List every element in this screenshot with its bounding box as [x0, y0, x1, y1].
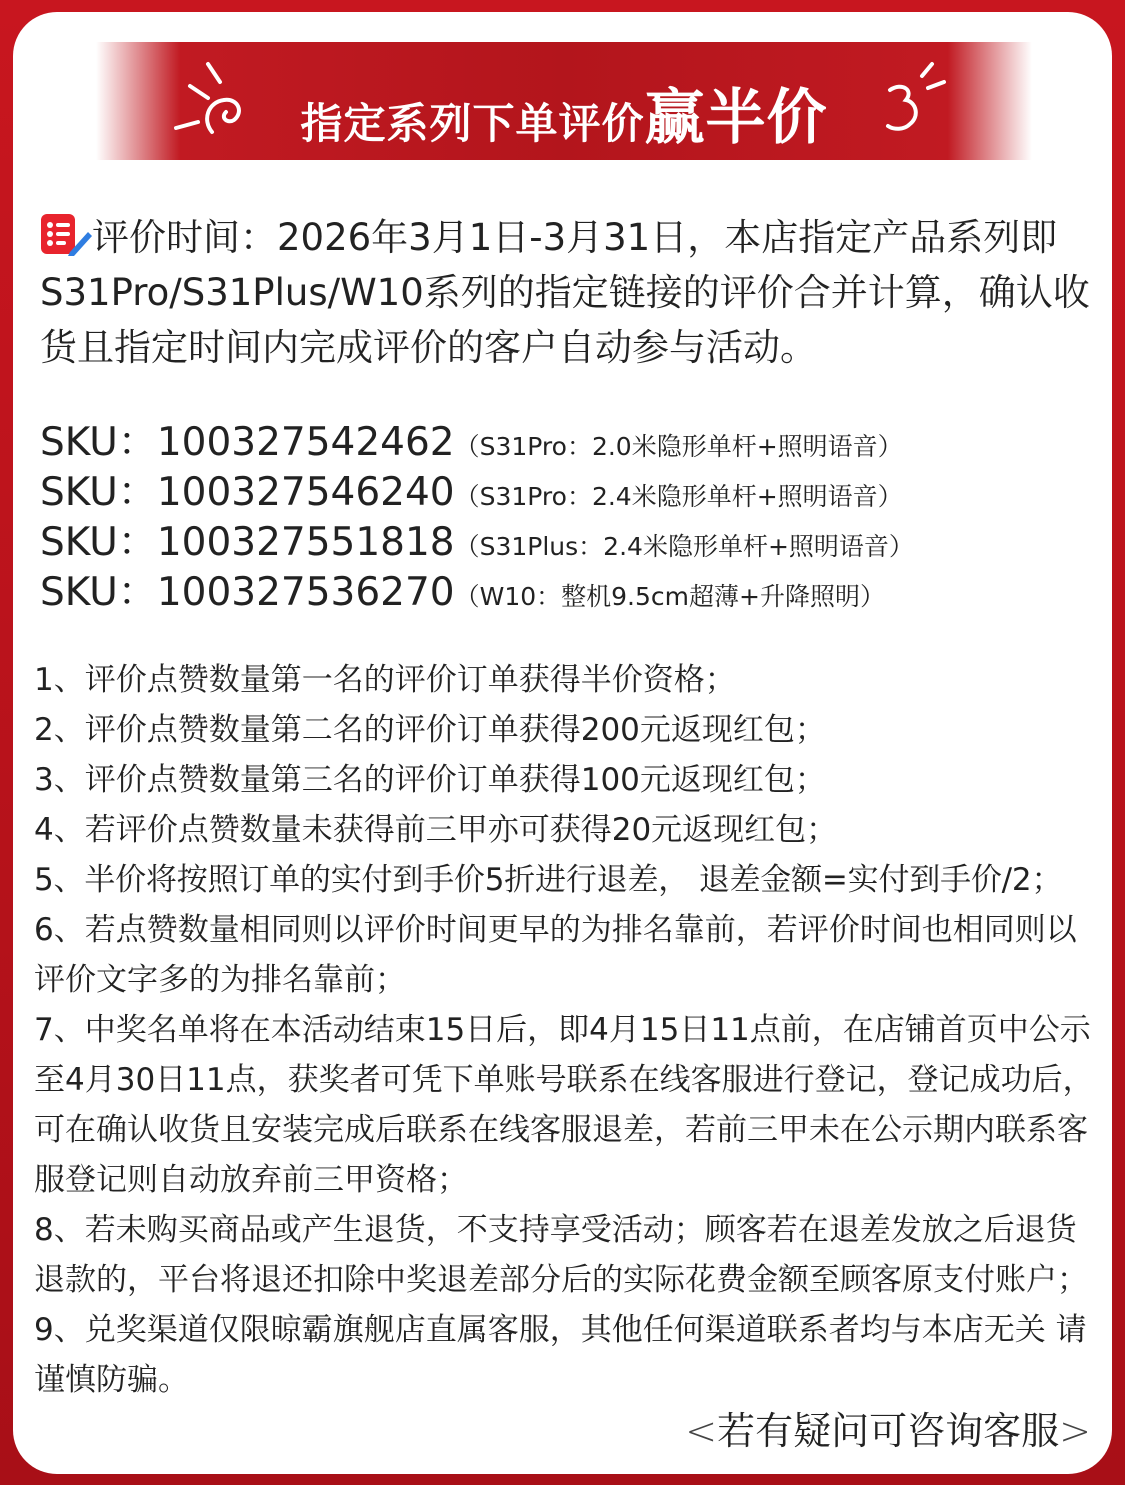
- rule-item: 8、若未购买商品或产生退货，不支持享受活动；顾客若在退差发放之后退货退款的，平台将退还扣除中奖退差部分后的实际花费金额至顾客原支付账户；: [34, 1212, 1088, 1298]
- sku-row: [40, 568, 1100, 618]
- intro-text: 评价时间：2026年3月1日-3月31日，本店指定产品系列即S31Pro/S31Plus/W10系列的指定链接的评价合并计算，确认收货且指定时间内完成评价的客户自动参与活动。: [40, 216, 1090, 369]
- customer-service-link[interactable]: [685, 1403, 1091, 1459]
- sku-number: 100327551818: [156, 520, 455, 565]
- sku-label: SKU：: [40, 470, 157, 515]
- chevron-left-icon: <: [685, 1409, 718, 1453]
- sku-number: 100327542462: [156, 420, 455, 465]
- sku-label: SKU：: [40, 420, 157, 465]
- rule-item: 4、若评价点赞数量未获得前三甲亦可获得20元返现红包；: [34, 812, 838, 848]
- sku-number: 100327546240: [156, 470, 455, 515]
- sku-row: [40, 468, 1100, 518]
- sku-number: 100327536270: [156, 570, 455, 615]
- rule-item: 2、评价点赞数量第二名的评价订单获得200元返现红包；: [34, 712, 826, 748]
- chevron-right-icon: >: [1059, 1409, 1091, 1453]
- rule-item: 3、评价点赞数量第三名的评价订单获得100元返现红包；: [34, 762, 826, 798]
- sku-label: SKU：: [40, 570, 157, 615]
- sparkle-right-icon: [876, 60, 956, 150]
- sku-label: SKU：: [40, 520, 157, 565]
- sku-note: （S31Pro：2.4米隐形单杆+照明语音）: [454, 482, 903, 511]
- sku-note: （S31Pro：2.0米隐形单杆+照明语音）: [454, 432, 903, 461]
- sku-row: [40, 518, 1100, 568]
- sku-note: （S31Plus：2.4米隐形单杆+照明语音）: [454, 532, 914, 561]
- banner-title-main: 指定系列下单评价: [300, 99, 645, 148]
- rule-item: 5、半价将按照订单的实付到手价5折进行退差， 退差金额=实付到手价/2；: [34, 862, 1063, 898]
- sku-note: （W10：整机9.5cm超薄+升降照明）: [454, 582, 885, 611]
- intro-paragraph: [40, 210, 1090, 375]
- rule-item: 6、若点赞数量相同则以评价时间更早的为排名靠前，若评价时间也相同则以评价文字多的为排名靠前；: [34, 912, 1077, 998]
- list-edit-icon: [40, 212, 92, 256]
- rule-item: 1、评价点赞数量第一名的评价订单获得半价资格；: [34, 662, 736, 698]
- rule-item: 7、中奖名单将在本活动结束15日后，即4月15日11点前，在店铺首页中公示至4月30日11点，获奖者可凭下单账号联系在线客服进行登记，登记成功后，可在确认收货且安装完成后联系在线客服退差，若前三甲未在公示期内联系客服登记则自动放弃前三甲资格；: [34, 1012, 1094, 1198]
- customer-service-text: 若有疑问可咨询客服: [717, 1409, 1060, 1453]
- sku-row: [40, 418, 1100, 468]
- rule-item: 9、兑奖渠道仅限晾霸旗舰店直属客服，其他任何渠道联系者均与本店无关 请谨慎防骗。: [34, 1312, 1087, 1398]
- title-banner: [96, 42, 1032, 160]
- rules-list: [34, 655, 1094, 1405]
- sku-list: [40, 418, 1100, 618]
- banner-title-emphasis: 赢半价: [644, 83, 828, 153]
